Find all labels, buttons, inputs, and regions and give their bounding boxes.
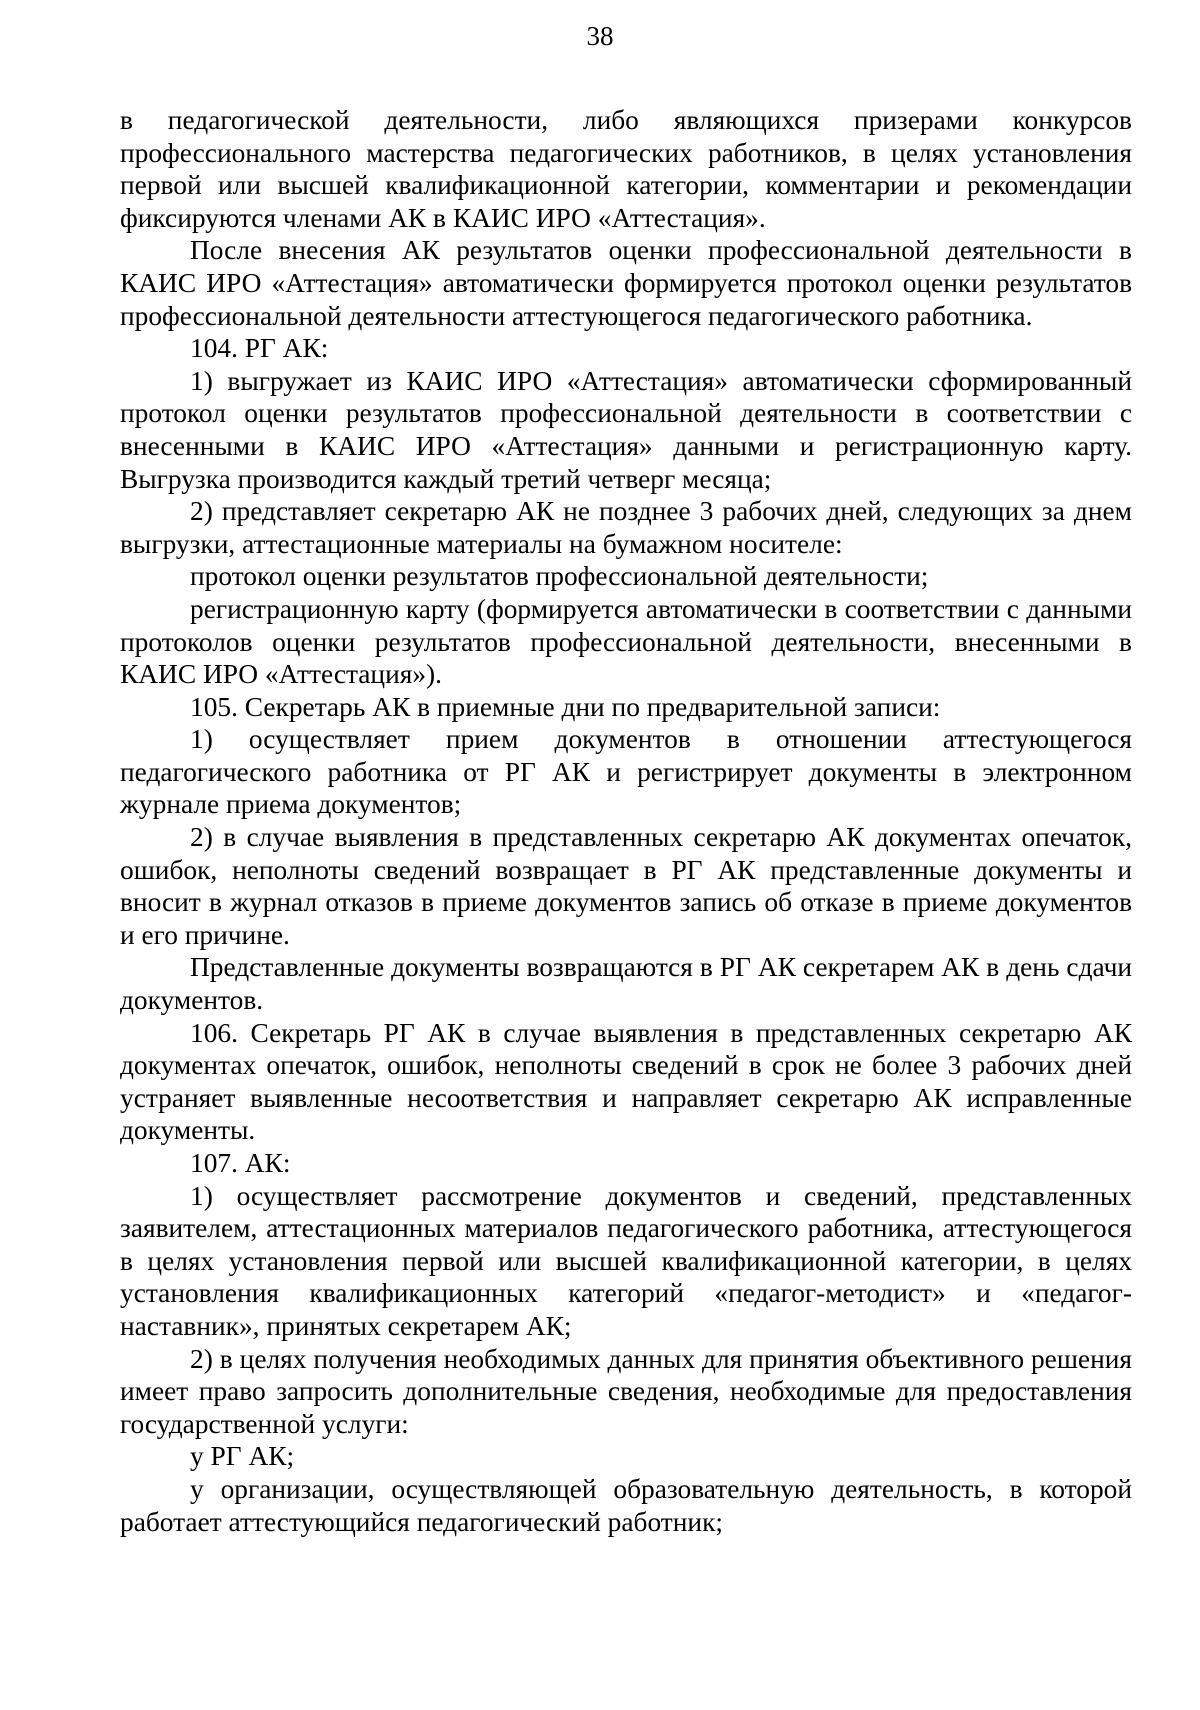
clause-104-item-1: 1) выгружает из КАИС ИРО «Аттестация» автоматически сформированный протокол оценки результатов профессиональной деятельности в соответствии с внесенными в КАИС ИРО «Аттестация» данными и регистрационную карту. Выгрузка производится каждый третий четверг месяца;: [120, 365, 1132, 494]
clause-104-heading: 104. РГ АК:: [190, 333, 329, 364]
clause-104-item-2-protocol: протокол оценки результатов профессиональной деятельности;: [190, 561, 929, 592]
paragraph-documents-returned: Представленные документы возвращаются в РГ АК секретарем АК в день сдачи документов.: [120, 952, 1132, 1016]
clause-105-item-2: 2) в случае выявления в представленных секретарю АК документах опечаток, ошибок, неполноты сведений возвращает в РГ АК представленные документы и вносит в журнал отказов в приеме документов запись об отказе в приеме документов и его причине.: [120, 822, 1132, 950]
document-body: [120, 104, 1132, 1538]
clause-107-item-2: 2) в целях получения необходимых данных для принятия объективного решения имеет право запросить дополнительные сведения, необходимые для предоставления государственной услуги:: [120, 1343, 1132, 1439]
clause-105-heading: 105. Секретарь АК в приемные дни по предварительной записи:: [190, 691, 941, 722]
paragraph-protocol-formation: После внесения АК результатов оценки профессиональной деятельности в КАИС ИРО «Аттестация» автоматически формируется протокол оценки результатов профессиональной деятельности аттестующегося педагогического работника.: [120, 235, 1132, 331]
page-number: 38: [586, 21, 614, 51]
clause-107-item-2-rg: у РГ АК;: [190, 1441, 295, 1472]
clause-104-item-2-card: регистрационную карту (формируется автоматически в соответствии с данными протоколов оценки результатов профессиональной деятельности, внесенными в КАИС ИРО «Аттестация»).: [120, 593, 1132, 690]
clause-106: 106. Секретарь РГ АК в случае выявления в представленных секретарю АК документах опечаток, ошибок, неполноты сведений в срок не более 3 рабочих дней устраняет выявленные несоответствия и направляет секретарю АК исправленные документы.: [120, 1017, 1132, 1146]
clause-105-item-1: 1) осуществляет прием документов в отношении аттестующегося педагогического работника от РГ АК и регистрирует документы в электронном журнале приема документов;: [120, 724, 1132, 820]
paragraph-continuation: в педагогической деятельности, либо являющихся призерами конкурсов профессионального мастерства педагогических работников, в целях установления первой или высшей квалификационной категории, комментарии и рекомендации фиксируются членами АК в КАИС ИРО «Аттестация».: [120, 105, 1132, 233]
clause-107-item-2-organization: у организации, осуществляющей образовательную деятельность, в которой работает аттестующийся педагогический работник;: [120, 1473, 1132, 1537]
clause-104-item-2: 2) представляет секретарю АК не позднее 3 рабочих дней, следующих за днем выгрузки, аттестационные материалы на бумажном носителе:: [120, 496, 1132, 559]
clause-107-heading: 107. АК:: [190, 1148, 291, 1178]
clause-107-item-1: 1) осуществляет рассмотрение документов и сведений, представленных заявителем, аттестационных материалов педагогического работника, аттестующегося в целях установления первой или высшей квалификационной категории, в целях установления квалификационных категорий «педагог-методист» и «педагог-наставник», принятых секретарем АК;: [120, 1180, 1132, 1341]
